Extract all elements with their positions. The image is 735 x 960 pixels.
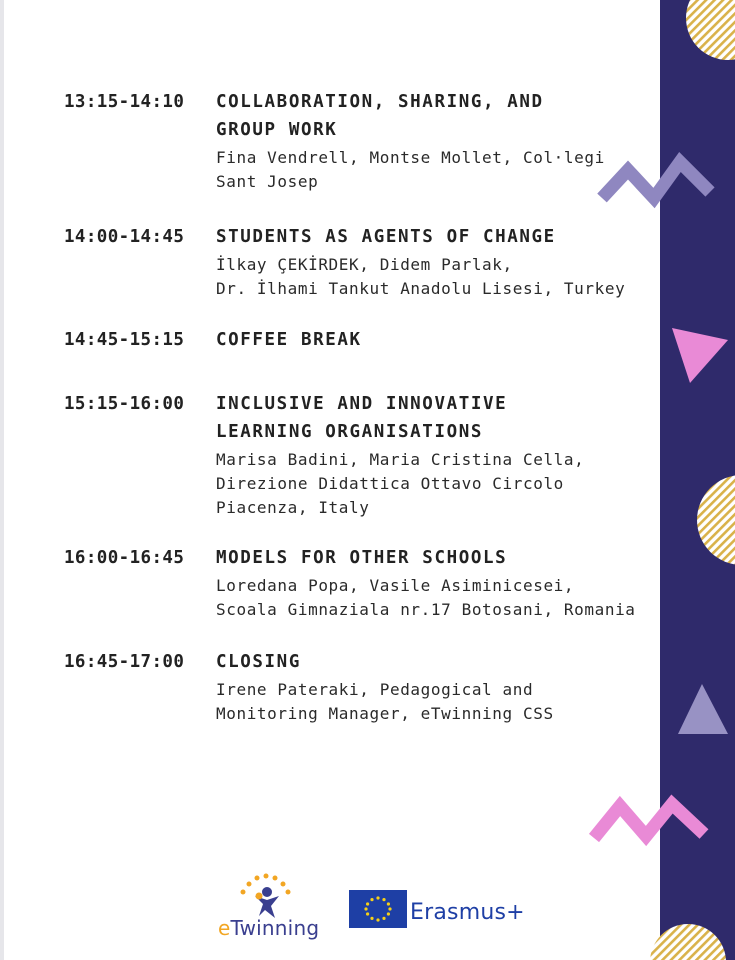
title-line: LEARNING ORGANISATIONS xyxy=(216,422,483,442)
title-line: COLLABORATION, SHARING, AND xyxy=(216,92,544,112)
speaker-line: Loredana Popa, Vasile Asiminicesei, xyxy=(216,576,575,595)
striped-circle-top xyxy=(686,0,735,60)
footer-logos xyxy=(0,870,660,950)
title-line: INCLUSIVE AND INNOVATIVE xyxy=(216,394,508,414)
agenda-title xyxy=(216,390,656,446)
title-line: MODELS FOR OTHER SCHOOLS xyxy=(216,548,508,568)
speaker-line: İlkay ÇEKİRDEK, Didem Parlak, xyxy=(216,255,513,274)
agenda-time: 14:45-15:15 xyxy=(64,330,185,350)
speaker-line: Scoala Gimnaziala nr.17 Botosani, Romania xyxy=(216,600,636,619)
eu-flag-icon xyxy=(349,890,407,928)
agenda-title xyxy=(216,544,656,572)
title-line: STUDENTS AS AGENTS OF CHANGE xyxy=(216,227,556,247)
agenda-body xyxy=(216,648,656,726)
title-line: COFFEE BREAK xyxy=(216,330,362,350)
agenda-time: 16:00-16:45 xyxy=(64,548,185,568)
speaker-line: Fina Vendrell, Montse Mollet, Col·legi xyxy=(216,148,605,167)
striped-circle-bottom xyxy=(650,924,726,960)
agenda-speakers xyxy=(216,253,656,301)
agenda-time: 15:15-16:00 xyxy=(64,394,185,414)
triangle-lavender xyxy=(678,684,728,734)
zigzag-pink xyxy=(594,804,704,838)
speaker-line: Piacenza, Italy xyxy=(216,498,370,517)
title-line: GROUP WORK xyxy=(216,120,338,140)
agenda-body xyxy=(216,88,656,194)
title-line: CLOSING xyxy=(216,652,301,672)
agenda-time: 14:00-14:45 xyxy=(64,227,185,247)
agenda-speakers xyxy=(216,146,656,194)
striped-circle-middle xyxy=(697,475,735,565)
agenda-body xyxy=(216,223,656,301)
agenda-body xyxy=(216,390,656,520)
agenda-title xyxy=(216,223,656,251)
speaker-line: Irene Pateraki, Pedagogical and xyxy=(216,680,534,699)
agenda-speakers xyxy=(216,574,656,622)
agenda-speakers xyxy=(216,678,656,726)
agenda-speakers xyxy=(216,448,656,520)
agenda-body xyxy=(216,326,656,354)
speaker-line: Dr. İlhami Tankut Anadolu Lisesi, Turkey xyxy=(216,279,626,298)
speaker-line: Sant Josep xyxy=(216,172,319,191)
speaker-line: Monitoring Manager, eTwinning CSS xyxy=(216,704,554,723)
agenda-title xyxy=(216,88,656,144)
agenda-body xyxy=(216,544,656,622)
etwinning-e: e xyxy=(218,916,231,940)
erasmus-wordmark: Erasmus+ xyxy=(410,900,525,925)
agenda-time: 16:45-17:00 xyxy=(64,652,185,672)
speaker-line: Marisa Badini, Maria Cristina Cella, xyxy=(216,450,585,469)
etwinning-name: Twinning xyxy=(230,916,320,940)
speaker-line: Direzione Didattica Ottavo Circolo xyxy=(216,474,564,493)
agenda-title xyxy=(216,648,656,676)
agenda-title xyxy=(216,326,656,354)
etwinning-wordmark xyxy=(218,916,319,940)
triangle-pink xyxy=(672,328,728,383)
agenda-time: 13:15-14:10 xyxy=(64,92,185,112)
